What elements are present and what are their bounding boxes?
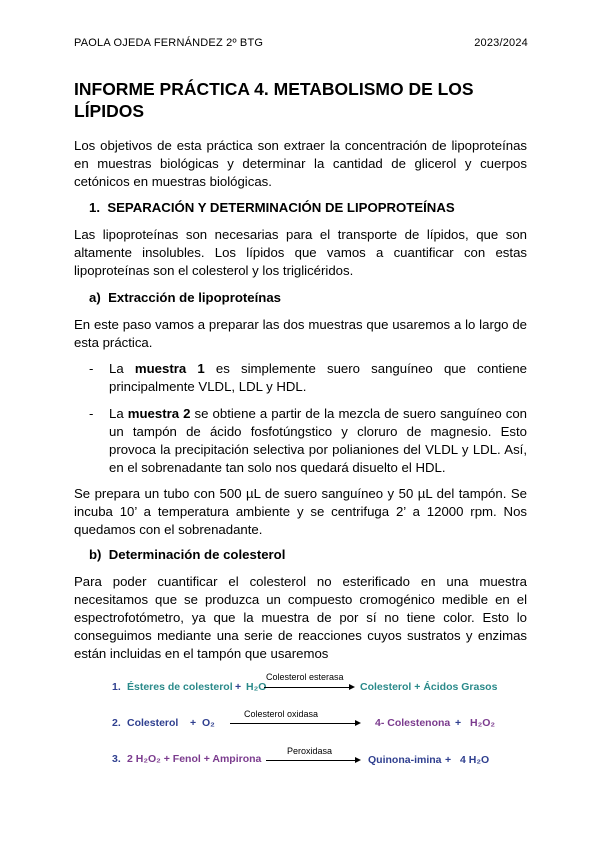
subsection-b-letter: b) bbox=[89, 547, 102, 562]
reaction-enzyme: Colesterol oxidasa bbox=[244, 709, 319, 719]
header-year: 2023/2024 bbox=[474, 37, 528, 49]
list-item bbox=[89, 360, 527, 396]
reaction-number: 1. bbox=[112, 681, 121, 693]
reaction-3 bbox=[112, 748, 512, 768]
bullet-text: La muestra 2 se obtiene a partir de la mezcla de suero sanguíneo con un tampón de ácido fosfotúngstico y cloruro de magnesio. Esto provoca la precipitación selectiva por polianiones del VLDL y LDL. Así, en el sobrenadante tan solo nos quedará disuelto el HDL. bbox=[109, 406, 527, 475]
reaction-enzyme: Peroxidasa bbox=[287, 746, 333, 756]
reaction-product: 4- Colestenona bbox=[375, 717, 451, 729]
title-line-2: LÍPIDOS bbox=[74, 101, 145, 121]
reaction-plus: + bbox=[455, 717, 462, 729]
reaction-product-2: 4 H₂O bbox=[460, 754, 490, 766]
page-title bbox=[74, 78, 534, 122]
bullet-dash: - bbox=[89, 406, 94, 421]
reaction-substrate: Ésteres de colesterol bbox=[127, 681, 233, 693]
bullet-dash: - bbox=[89, 361, 94, 376]
section-1-paragraph: Las lipoproteínas son necesarias para el transporte de lípidos, que son altamente insolubles. Los lípidos que vamos a cuantificar con estas lipoproteínas son el colesterol y los triglicéridos. bbox=[74, 227, 527, 278]
reaction-substrate: 2 H₂O₂ + Fenol + Ampirona bbox=[127, 753, 262, 765]
reaction-arrow bbox=[230, 723, 356, 724]
reaction-plus: + bbox=[235, 681, 242, 693]
reaction-number: 2. bbox=[112, 717, 121, 729]
reaction-substrate-2: O₂ bbox=[202, 717, 215, 729]
reaction-substrate-2: H₂O bbox=[246, 681, 267, 693]
reaction-number: 3. bbox=[112, 753, 121, 765]
bullet-bold: muestra 2 bbox=[127, 406, 191, 421]
reaction-arrow bbox=[264, 687, 350, 688]
reaction-product-2: H₂O₂ bbox=[470, 717, 496, 729]
subsection-a-paragraph: En este paso vamos a preparar las dos muestras que usaremos a lo largo de esta práctica. bbox=[74, 317, 527, 350]
reaction-product: Colesterol + Ácidos Grasos bbox=[360, 681, 498, 693]
intro-paragraph: Los objetivos de esta práctica son extraer la concentración de lipoproteínas en muestras biológicas y determinar la cantidad de glicerol y cuerpos cetónicos en muestras biológicas. bbox=[74, 138, 527, 189]
section-1-title: SEPARACIÓN Y DETERMINACIÓN DE LIPOPROTEÍNAS bbox=[107, 200, 455, 215]
subsection-b-title: Determinación de colesterol bbox=[108, 547, 286, 562]
reaction-enzyme: Colesterol esterasa bbox=[266, 672, 344, 682]
reaction-product: Quinona-imina bbox=[368, 754, 442, 766]
arrow-head-icon bbox=[355, 757, 361, 763]
section-1-heading bbox=[89, 199, 455, 217]
subsection-b-heading bbox=[89, 546, 285, 564]
reaction-substrate: Colesterol bbox=[127, 717, 179, 729]
bullet-bold: muestra 1 bbox=[134, 361, 205, 376]
bullet-text: La muestra 1 es simplemente suero sanguíneo que contiene principalmente VLDL, LDL y HDL. bbox=[109, 361, 528, 394]
section-1-number: 1. bbox=[89, 200, 100, 215]
reaction-arrow bbox=[266, 760, 356, 761]
arrow-head-icon bbox=[355, 720, 361, 726]
subsection-a-letter: a) bbox=[89, 290, 101, 305]
reaction-plus: + bbox=[445, 754, 452, 766]
preparation-paragraph: Se prepara un tubo con 500 µL de suero sanguíneo y 50 µL del tampón. Se incuba 10’ a temperatura ambiente y se centrifuga 2’ a 12000 rpm. Nos quedamos con el sobrenadante. bbox=[74, 486, 527, 537]
subsection-b-paragraph: Para poder cuantificar el colesterol no esterificado en una muestra necesitamos que se produzca un compuesto cromogénico medible en el espectrofotómetro, ya que la muestra de por sí no tiene color. Esto lo conseguimos mediante una serie de reacciones cuyos sustratos y enzimas están incluidas en el tampón que usaremos bbox=[74, 574, 527, 661]
header-author: PAOLA OJEDA FERNÁNDEZ 2º BTG bbox=[74, 37, 264, 49]
title-line-1: INFORME PRÁCTICA 4. METABOLISMO DE LOS bbox=[74, 79, 474, 99]
arrow-head-icon bbox=[349, 684, 355, 690]
reaction-2 bbox=[112, 709, 512, 732]
subsection-a-heading bbox=[89, 289, 281, 307]
subsection-a-title: Extracción de lipoproteínas bbox=[108, 290, 282, 305]
reaction-1 bbox=[112, 672, 512, 696]
list-item bbox=[89, 405, 527, 477]
reaction-plus: + bbox=[190, 717, 197, 729]
